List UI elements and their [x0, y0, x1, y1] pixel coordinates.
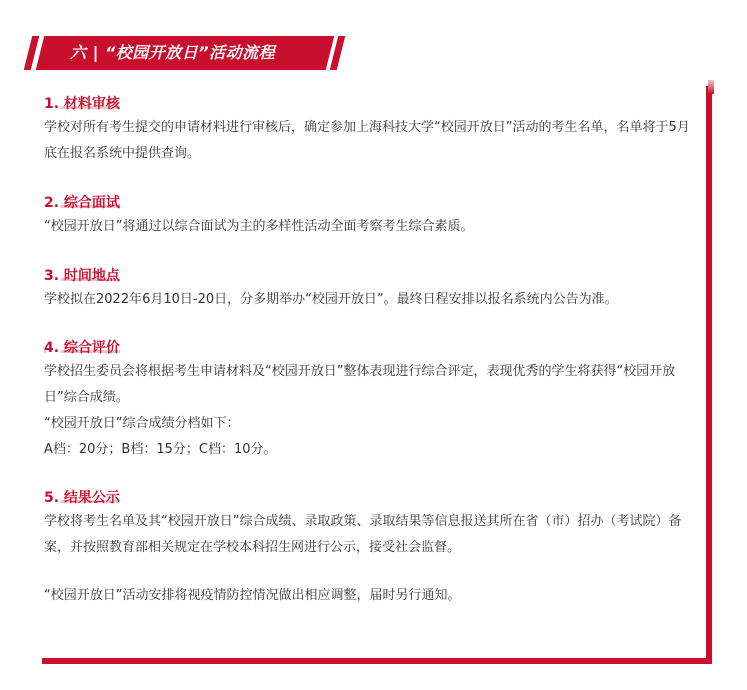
section-evaluation	[44, 337, 694, 463]
section-paragraph: “校园开放日”综合成绩分档如下：	[44, 416, 240, 431]
section-title: 1. 材料审核	[44, 96, 120, 112]
content-body	[44, 93, 694, 609]
section-title: 4. 综合评价	[44, 340, 120, 356]
section-paragraph: A档：20分；B档：15分；C档：10分。	[44, 442, 277, 457]
section-paragraph: 学校拟在2022年6月10日-20日，分多期举办“校园开放日”。最终日程安排以报名系统内公告为准。	[44, 292, 618, 307]
section-paragraph: “校园开放日”将通过以综合面试为主的多样性活动全面考察考生综合素质。	[44, 219, 474, 234]
header-title: 六 | “校园开放日”活动流程	[70, 43, 276, 62]
section-title: 5. 结果公示	[44, 490, 120, 506]
footer-note: “校园开放日”活动安排将视疫情防控情况做出相应调整，届时另行通知。	[44, 588, 461, 603]
section-paragraph: 学校对所有考生提交的申请材料进行审核后，确定参加上海科技大学“校园开放日”活动的考生名单，名单将于5月底在报名系统中提供查询。	[44, 120, 690, 161]
section-time-location	[44, 265, 694, 313]
section-title: 3. 时间地点	[44, 268, 120, 284]
section-material-review	[44, 93, 694, 167]
section-paragraph: 学校招生委员会将根据考生申请材料及“校园开放日”整体表现进行综合评定，表现优秀的学生将获得“校园开放日”综合成绩。	[44, 364, 676, 405]
section-paragraph: 学校将考生名单及其“校园开放日”综合成绩、录取政策、录取结果等信息报送其所在省（市）招办（考试院）备案，并按照教育部相关规定在学校本科招生网进行公示，接受社会监督。	[44, 514, 682, 555]
section-result-announcement	[44, 487, 694, 561]
section-interview	[44, 192, 694, 240]
section-title: 2. 综合面试	[44, 195, 120, 211]
section-header-banner	[28, 36, 340, 70]
card-shadow-fade	[708, 80, 714, 94]
